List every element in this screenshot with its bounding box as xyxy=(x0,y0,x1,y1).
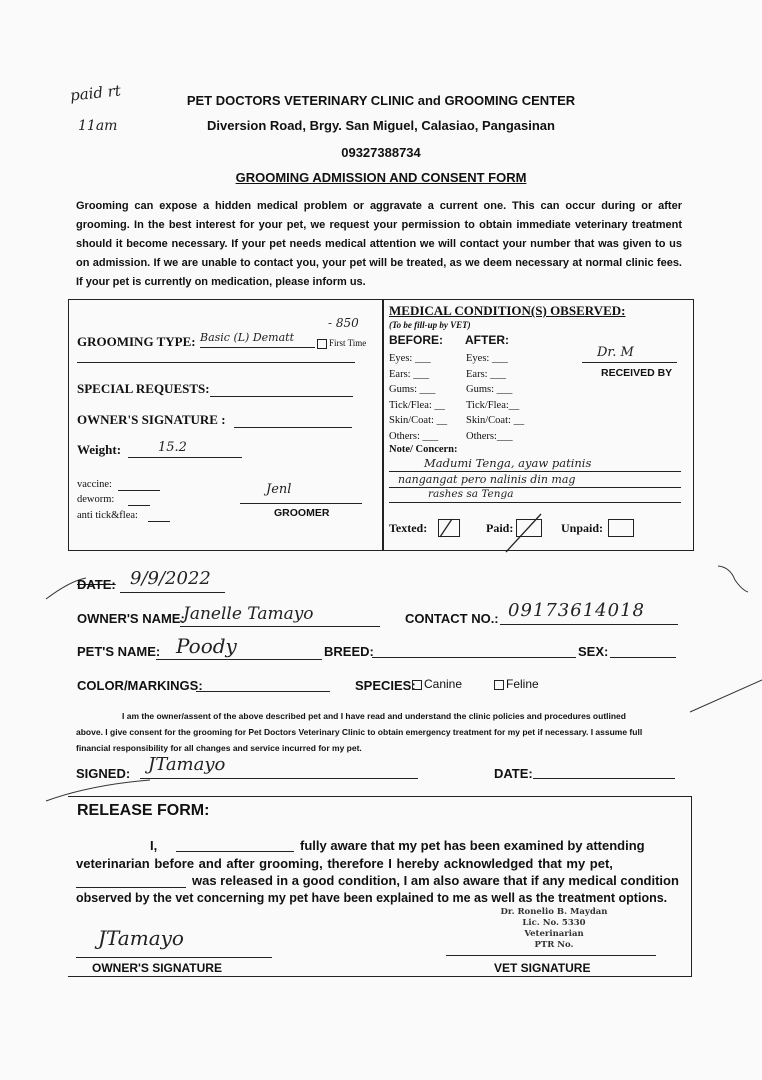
release-line-3: was released in a good condition, I am also aware that if any medical condition xyxy=(192,873,679,888)
breed-label: BREED: xyxy=(324,644,374,659)
contact-value: 09173614018 xyxy=(508,600,645,621)
release-line-4: observed by the vet concerning my pet have been explained to me as well as the treatment options. xyxy=(76,891,668,905)
checkbox-icon[interactable] xyxy=(317,339,327,349)
others-before: Others: ___ xyxy=(389,430,439,442)
release-title: RELEASE FORM: xyxy=(77,802,210,819)
consent-line-2: above. I give consent for the grooming for Pet Doctors Veterinary Clinic to obtain emergency treatment for my pet if necessary. I assume full xyxy=(76,727,643,737)
received-by-line xyxy=(582,362,677,363)
medical-subtitle: (To be fill-up by VET) xyxy=(389,320,471,330)
paid-checkbox[interactable] xyxy=(516,519,542,537)
deworm-line xyxy=(128,505,150,506)
owner-sig-line xyxy=(76,957,272,958)
release-line-2: veterinarian before and after grooming, therefore I hereby acknowledged that my pet, xyxy=(76,856,613,871)
paid-note: paid rt xyxy=(69,81,122,105)
consent-line-3: financial responsibility for all changes and service incurred for my pet. xyxy=(76,743,362,753)
time-note: 11am xyxy=(78,118,118,134)
feline-label: Feline xyxy=(506,677,539,691)
anti-tick-line xyxy=(148,521,170,522)
signed-value: JTamayo xyxy=(148,754,226,775)
weight-label: Weight: xyxy=(77,442,122,457)
canine-option[interactable] xyxy=(412,677,462,691)
owner-signature-label: OWNER'S SIGNATURE : xyxy=(77,412,226,427)
received-by-signature: Dr. M xyxy=(597,345,634,360)
owner-name-label: OWNER'S NAME: xyxy=(77,611,185,626)
skin-after: Skin/Coat: __ xyxy=(466,415,525,426)
species-label: SPECIES: xyxy=(355,678,416,693)
sex-line xyxy=(610,657,676,658)
feline-checkbox-icon[interactable] xyxy=(494,680,504,690)
concern-line-3: rashes sa Tenga xyxy=(428,488,514,500)
release-line-1a: I, xyxy=(150,838,158,853)
unpaid-label: Unpaid: xyxy=(561,521,604,535)
special-requests-label: SPECIAL REQUESTS: xyxy=(77,381,210,396)
release-name-line xyxy=(176,851,294,852)
clinic-address: Diversion Road, Brgy. San Miguel, Calasiao, Pangasinan xyxy=(207,118,555,133)
texted-checkbox[interactable] xyxy=(438,519,460,537)
before-column xyxy=(389,351,447,444)
intro-paragraph: Grooming can expose a hidden medical problem or aggravate a current one. This can occur during or after grooming. In the best interest for your pet, we request your permission to obtain immediate veterinary treatment should it become necessary. If your pet needs medical attention we will contact your number that was given to us on admission. If we are unable to contact you, your pet will be treated, as we deem necessary at normal clinic fees. If your pet is currently on medication, please inform us. xyxy=(76,200,682,288)
first-time-label: First Time xyxy=(329,338,367,348)
owner-signature-release: JTamayo xyxy=(98,926,184,950)
release-right-border xyxy=(691,796,692,976)
groomer-label: GROOMER xyxy=(274,507,330,519)
release-pet-line xyxy=(76,887,186,888)
after-label: AFTER: xyxy=(465,333,509,347)
paid-label: Paid: xyxy=(486,521,514,535)
contact-label: CONTACT NO.: xyxy=(405,611,499,626)
stamp-ptr: PTR No. xyxy=(534,940,574,950)
anti-tick-label: anti tick&flea: xyxy=(77,510,138,521)
clinic-phone: 09327388734 xyxy=(341,145,421,160)
others-after: Others:___ xyxy=(466,430,513,442)
signed-label: SIGNED: xyxy=(76,766,131,781)
eyes-after: Eyes: ___ xyxy=(466,353,508,364)
breed-line xyxy=(372,657,576,658)
concern-rule-3 xyxy=(389,502,681,503)
special-requests-line xyxy=(210,396,353,397)
release-bottom-border xyxy=(68,976,692,977)
color-line xyxy=(196,691,330,692)
vaccine-line xyxy=(118,490,160,491)
grooming-type-line xyxy=(200,347,315,348)
concern-line-1: Madumi Tenga, ayaw patinis xyxy=(424,456,592,470)
ears-after: Ears: ___ xyxy=(466,368,506,380)
eyes-before: Eyes: ___ xyxy=(389,353,431,364)
deworm-label: deworm: xyxy=(77,494,115,505)
note-label: Note/ Concern: xyxy=(389,444,458,455)
weight-value: 15.2 xyxy=(158,440,187,455)
price-value: - 850 xyxy=(328,316,359,330)
date-line xyxy=(120,592,225,593)
sex-label: SEX: xyxy=(578,644,609,659)
date2-label: DATE: xyxy=(494,766,533,781)
before-label: BEFORE: xyxy=(389,333,443,347)
pet-name-label: PET'S NAME: xyxy=(77,644,161,659)
vet-stamp xyxy=(484,907,624,951)
vet-sig-line xyxy=(446,955,656,956)
consent-line-1: I am the owner/assent of the above described pet and I have read and understand the clinic policies and procedures outlined xyxy=(122,711,626,721)
concern-line-2: nangangat pero nalinis din mag xyxy=(398,473,576,486)
owner-signature-line xyxy=(234,427,352,428)
received-by-label: RECEIVED BY xyxy=(601,367,673,379)
color-label: COLOR/MARKINGS: xyxy=(77,678,203,693)
owner-name-line xyxy=(180,626,380,627)
signed-line xyxy=(140,778,418,779)
stamp-name: Dr. Ronelio B. Maydan xyxy=(500,907,608,917)
tick-after: Tick/Flea:__ xyxy=(466,399,520,411)
pet-name-line xyxy=(156,659,322,660)
medical-title: MEDICAL CONDITION(S) OBSERVED: xyxy=(389,303,626,318)
gums-before: Gums: ___ xyxy=(389,384,436,395)
grooming-type-value: Basic (L) Dematt xyxy=(200,331,295,344)
vaccine-label: vaccine: xyxy=(77,479,112,490)
owner-name-value: Janelle Tamayo xyxy=(183,604,314,624)
release-top-border xyxy=(68,796,692,797)
ears-before: Ears: ___ xyxy=(389,368,429,380)
stamp-license: Lic. No. 5330 xyxy=(522,918,586,928)
owner-sig-label: OWNER'S SIGNATURE xyxy=(92,961,222,975)
grooming-type-line-2 xyxy=(77,362,355,363)
pet-name-value: Poody xyxy=(176,634,237,658)
contact-line xyxy=(500,624,678,625)
after-column xyxy=(466,351,524,444)
vet-sig-label: VET SIGNATURE xyxy=(494,961,591,975)
date2-line xyxy=(533,778,675,779)
texted-label: Texted: xyxy=(389,521,428,535)
grooming-type-label: GROOMING TYPE: xyxy=(77,334,196,349)
feline-option[interactable] xyxy=(494,677,539,691)
date-value: 9/9/2022 xyxy=(130,568,211,589)
groomer-signature: Jenl xyxy=(266,482,292,497)
tick-before: Tick/Flea: __ xyxy=(389,399,445,411)
gums-after: Gums: ___ xyxy=(466,384,513,395)
concern-rule-1 xyxy=(389,471,681,472)
groomer-line xyxy=(240,503,362,504)
consent-text xyxy=(76,708,684,756)
stamp-title: Veterinarian xyxy=(524,929,584,939)
unpaid-checkbox[interactable] xyxy=(608,519,634,537)
weight-line xyxy=(128,457,242,458)
date-label: DATE: xyxy=(77,577,116,592)
skin-before: Skin/Coat: __ xyxy=(389,415,448,426)
form-title: GROOMING ADMISSION AND CONSENT FORM xyxy=(235,170,527,185)
canine-label: Canine xyxy=(424,677,463,691)
canine-checkbox-icon[interactable] xyxy=(412,680,422,690)
release-line-1b: fully aware that my pet has been examined by attending xyxy=(300,838,645,853)
first-time-checkbox[interactable] xyxy=(317,338,366,349)
clinic-name: PET DOCTORS VETERINARY CLINIC and GROOMING CENTER xyxy=(186,93,576,108)
